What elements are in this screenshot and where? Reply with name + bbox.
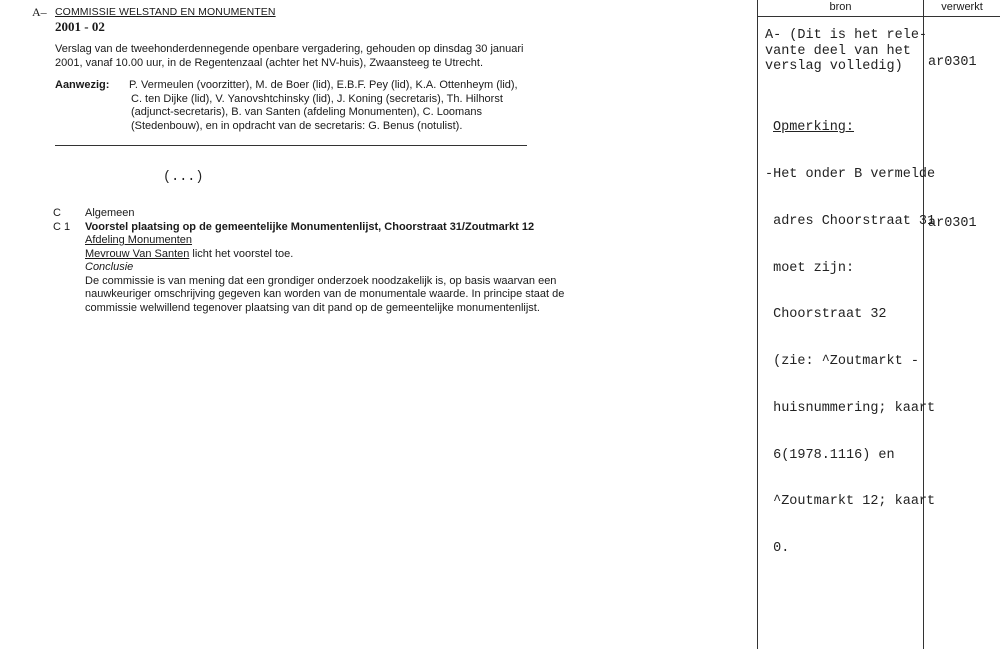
speaker: Mevrouw Van Santen: [85, 247, 190, 260]
remark-line: (zie: ^Zoutmarkt -: [765, 354, 919, 370]
present-line: C. ten Dijke (lid), V. Yanovshtchinsky (lid), J. Koning (secretaris), Th. Hilhorst: [131, 92, 503, 105]
intro: [55, 43, 524, 70]
item-title: Voorstel plaatsing op de gemeentelijke Monumentenlijst, Choorstraat 31/Zoutmarkt 12: [85, 221, 535, 233]
note-line: verslag volledig): [765, 59, 903, 75]
present-line: (Stedenbouw), en in opdracht van de secretaris: G. Benus (notulist).: [131, 119, 463, 132]
note-line: A- (Dit is het rele-: [765, 28, 928, 43]
intro-line: Verslag van de tweehonderdennegende openbare vergadering, gehouden op dinsdag 30 januari: [55, 43, 524, 55]
note-line: vante deel van het: [765, 43, 911, 59]
remark: [765, 89, 935, 588]
present-label: Aanwezig:: [55, 79, 110, 91]
header-verwerkt: verwerkt: [941, 1, 983, 13]
speaker-text: licht het voorstel toe.: [189, 247, 294, 260]
remark-line: 6(1978.1116) en: [765, 447, 895, 463]
conclusion-line: De commissie is van mening dat een grondiger onderzoek noodzakelijk is, op basis waarvan een: [85, 274, 557, 287]
remark-line: -Het onder B vermelde: [765, 166, 936, 182]
remark-label: Opmerking:: [773, 120, 855, 136]
header-bron: bron: [829, 1, 852, 13]
reference: ar0301: [928, 216, 977, 231]
remark-line: moet zijn:: [765, 260, 855, 276]
present-line: P. Vermeulen (voorzitter), M. de Boer (lid), E.B.F. Pey (lid), K.A. Ottenheym (lid),: [129, 79, 518, 91]
conclusion-line: commissie welwillend tegenover plaatsing van dit pand op de gemeentelijke monumentenlijst.: [85, 301, 540, 314]
intro-line: 2001, vanaf 10.00 uur, in de Regentenzaal (achter het NV-huis), Zwaansteeg te Utrecht.: [55, 56, 484, 69]
section-code: C: [53, 207, 61, 219]
remark-line: adres Choorstraat 31: [765, 213, 936, 229]
item-body: [85, 234, 564, 315]
note: [765, 28, 927, 75]
remark-line: ^Zoutmarkt 12; kaart: [765, 494, 936, 510]
item-code: C 1: [53, 221, 71, 233]
conclusion-label: Conclusie: [85, 261, 134, 273]
remark-line: Choorstraat 32: [765, 307, 887, 323]
conclusion-line: nauwkeuriger omschrijving gegeven kan worden van de monumentale waarde. In principe staat de: [85, 288, 565, 300]
department: Afdeling Monumenten: [85, 234, 193, 246]
marker: A–: [32, 5, 47, 19]
org-title: COMMISSIE WELSTAND EN MONUMENTEN: [55, 6, 276, 18]
report-number: 2001 - 02: [55, 19, 105, 34]
reference: ar0301: [928, 55, 977, 70]
remark-line: 0.: [765, 541, 790, 557]
ellipsis: (...): [163, 170, 204, 185]
divider: [55, 145, 527, 146]
present-line: (adjunct-secretaris), B. van Santen (afdeling Monumenten), C. Loomans: [131, 106, 482, 118]
column-border: [757, 0, 758, 649]
section-title: Algemeen: [85, 207, 135, 219]
header-border: [757, 16, 1000, 17]
present-list: [131, 79, 518, 133]
remark-line: huisnummering; kaart: [765, 400, 936, 416]
